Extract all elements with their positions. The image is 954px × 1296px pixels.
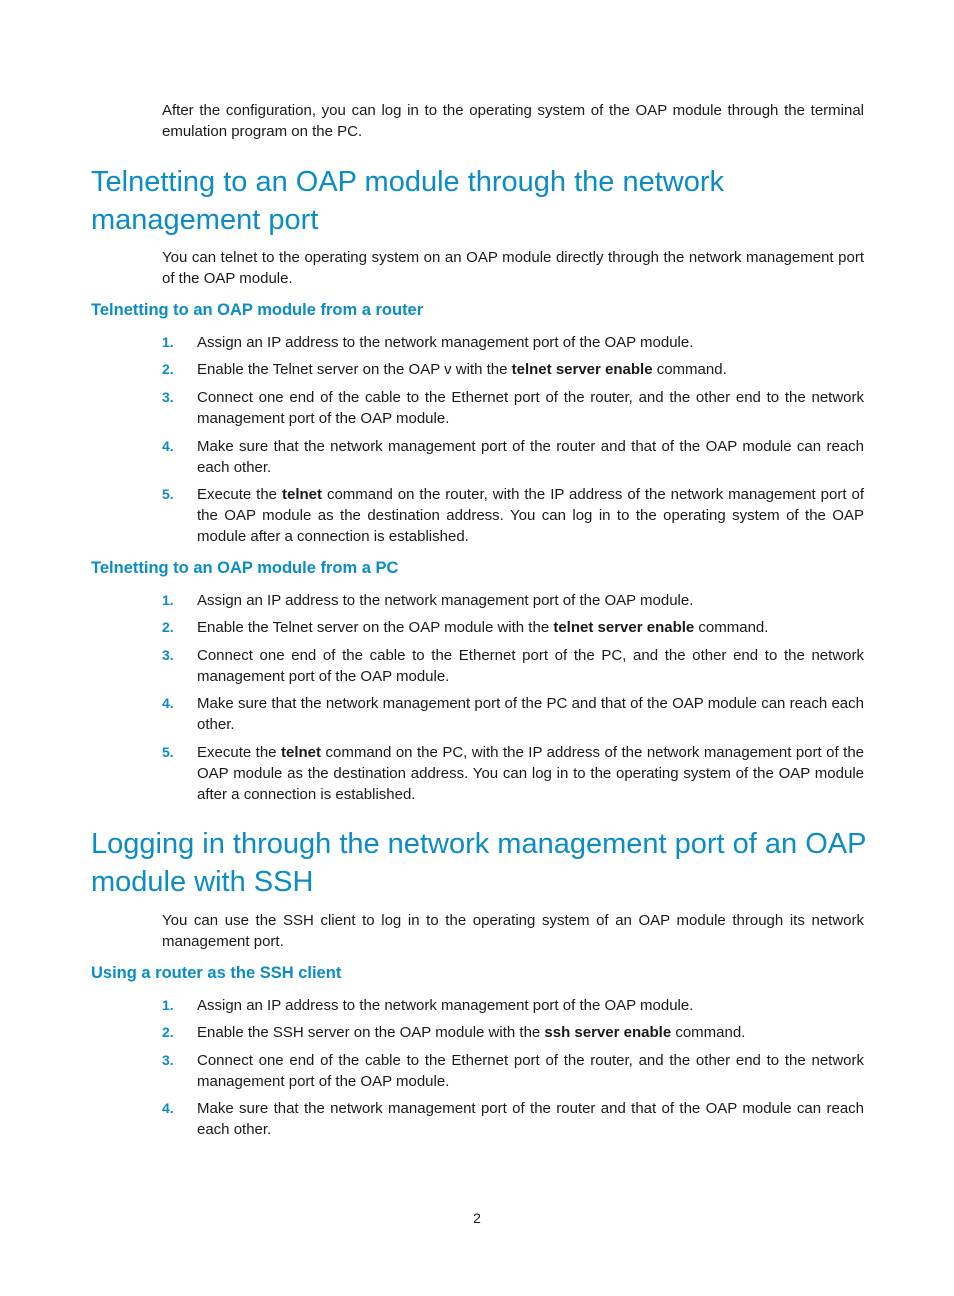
intro-paragraph: After the configuration, you can log in to the operating system of the OAP module through the terminal emulation program on the PC. [162,102,864,140]
step-number: 1. [162,334,174,350]
step-text [197,1098,864,1140]
list-item [162,693,864,735]
step-text-part: Assign an IP address to the network management port of the OAP module. [197,592,694,609]
section-telnet-description: You can telnet to the operating system on an OAP module directly through the network management port of the OAP module. [162,249,864,287]
step-text [197,742,864,805]
step-text-part: command on the PC, with the IP address of the network management port of the OAP module as the destination address. You can log in to the operating system of the OAP module after a connection is established. [197,744,865,803]
list-item [162,1050,864,1092]
step-number: 5. [162,744,174,760]
step-number: 4. [162,695,174,711]
step-number: 2. [162,619,174,635]
step-text-part: Assign an IP address to the network management port of the OAP module. [197,334,694,351]
step-number: 4. [162,438,174,454]
step-number: 1. [162,592,174,608]
step-text-part: command on the router, with the IP address of the network management port of the OAP module as the destination address. You can log in to the operating system of the OAP module after a connection is established. [197,486,864,545]
step-text-part: Enable the SSH server on the OAP module with the [197,1024,545,1041]
step-text [197,332,864,353]
list-item [162,332,864,353]
list-item [162,645,864,687]
step-text [197,995,864,1016]
page-number: 2 [473,1210,481,1226]
step-text-part: Execute the [197,744,282,761]
step-text-part: Make sure that the network management port of the router and that of the OAP module can reach each other. [197,1100,864,1138]
subsection-title-router-ssh-client: Using a router as the SSH client [91,964,342,982]
step-text-part: Connect one end of the cable to the Ethernet port of the PC, and the other end to the network management port of the OAP module. [197,647,864,685]
subsection-title-from-router: Telnetting to an OAP module from a router [91,301,424,319]
list-item [162,436,864,478]
step-text-part: Enable the Telnet server on the OAP v with the [197,361,512,378]
step-text [197,617,864,638]
step-number: 3. [162,1052,174,1068]
step-text-part: Make sure that the network management port of the PC and that of the OAP module can reach each other. [197,695,864,733]
step-text [197,1050,864,1092]
step-number: 4. [162,1100,174,1116]
section-title-telnet: Telnetting to an OAP module through the network management port [91,166,725,236]
step-text [197,645,864,687]
step-text [197,436,864,478]
step-text [197,693,864,735]
list-item [162,590,864,611]
step-number: 5. [162,486,174,502]
list-item [162,1098,864,1140]
command-keyword: telnet server enable [511,361,653,378]
subsection-title-from-pc: Telnetting to an OAP module from a PC [91,559,399,577]
step-text [197,387,864,429]
step-text-part: command. [694,619,769,636]
step-number: 2. [162,361,174,377]
list-item [162,359,864,380]
step-text-part: command. [671,1024,746,1041]
list-item [162,387,864,429]
step-text-part: Execute the [197,486,282,503]
step-number: 2. [162,1024,174,1040]
step-number: 1. [162,997,174,1013]
step-number: 3. [162,647,174,663]
command-keyword: telnet server enable [553,619,695,636]
step-number: 3. [162,389,174,405]
step-text [197,1022,864,1043]
step-text [197,590,864,611]
list-item [162,995,864,1016]
section-ssh-description: You can use the SSH client to log in to the operating system of an OAP module through its network management port. [162,912,864,950]
step-text-part: command. [652,361,727,378]
command-keyword: telnet [281,486,322,503]
command-keyword: telnet [281,744,322,761]
section-title-ssh: Logging in through the network management port of an OAP module with SSH [91,828,866,898]
step-text [197,484,864,547]
step-text-part: Connect one end of the cable to the Ethernet port of the router, and the other end to the network management port of the OAP module. [197,389,864,427]
command-keyword: ssh server enable [544,1024,672,1041]
step-text-part: Assign an IP address to the network management port of the OAP module. [197,997,694,1014]
list-item [162,742,864,805]
step-text-part: Enable the Telnet server on the OAP module with the [197,619,554,636]
step-text-part: Connect one end of the cable to the Ethernet port of the router, and the other end to the network management port of the OAP module. [197,1052,864,1090]
step-text-part: Make sure that the network management port of the router and that of the OAP module can reach each other. [197,438,864,476]
list-item [162,1022,864,1043]
list-item [162,617,864,638]
list-item [162,484,864,547]
step-text [197,359,864,380]
